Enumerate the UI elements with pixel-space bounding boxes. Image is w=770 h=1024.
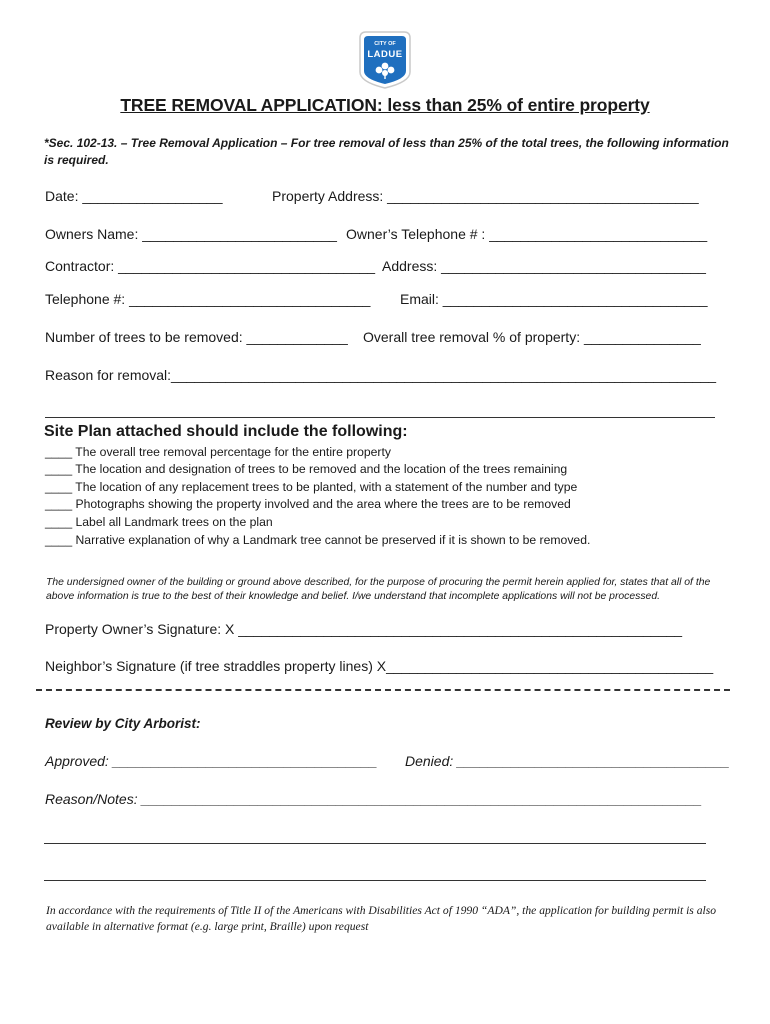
site-plan-item[interactable]: ____ The overall tree removal percentage for the entire property [45, 445, 391, 459]
site-plan-item[interactable]: ____ The location of any replacement trees to be planted, with a statement of the number and type [45, 480, 578, 494]
email-field[interactable]: Email: __________________________________ [400, 291, 708, 307]
reason-notes-field[interactable]: Reason/Notes: ________________________________________________________________________ [45, 791, 703, 807]
site-plan-heading: Site Plan attached should include the following: [44, 423, 408, 440]
page-title: TREE REMOVAL APPLICATION: less than 25% of entire property [120, 95, 650, 115]
notes-line-2[interactable] [44, 880, 706, 881]
review-heading: Review by City Arborist: [45, 716, 201, 731]
date-field[interactable]: Date: __________________ [45, 188, 223, 204]
reason-continuation-line[interactable] [45, 417, 715, 418]
address-field[interactable]: Address: __________________________________ [382, 258, 706, 274]
site-plan-item[interactable]: ____ Photographs showing the property involved and the area where the trees are to be removed [45, 497, 571, 511]
approved-field[interactable]: Approved: __________________________________ [45, 753, 378, 769]
section-note: *Sec. 102-13. – Tree Removal Application – For tree removal of less than 25% of the total trees, the following information is required. [44, 136, 729, 167]
logo-line-1: CITY OF [374, 41, 396, 47]
denied-field[interactable]: Denied: ___________________________________ [405, 753, 730, 769]
neighbor-signature-field[interactable]: Neighbor’s Signature (if tree straddles property lines) X__________________________________________ [45, 658, 714, 674]
ada-notice: In accordance with the requirements of Title II of the Americans with Disabilities Act of 1990 “ADA”, the application for building permit is also available in alternative format (e.g. large print, Braille) upon request [46, 904, 717, 933]
overall-removal-field[interactable]: Overall tree removal % of property: _______________ [363, 329, 701, 345]
site-plan-item[interactable]: ____ The location and designation of trees to be removed and the location of the trees remaining [45, 462, 568, 476]
reason-for-removal-field[interactable]: Reason for removal:______________________________________________________________________ [45, 367, 717, 383]
logo-line-2: LADUE [367, 49, 403, 60]
owners-name-field[interactable]: Owners Name: _________________________ [45, 226, 337, 242]
notes-line-1[interactable] [44, 843, 706, 844]
owners-telephone-field[interactable]: Owner’s Telephone # : ____________________________ [346, 226, 708, 242]
site-plan-item[interactable]: ____ Label all Landmark trees on the plan [45, 515, 273, 529]
city-of-ladue-seal-icon [356, 28, 414, 90]
owner-signature-field[interactable]: Property Owner’s Signature: X _________________________________________________________ [45, 621, 683, 637]
section-divider [36, 689, 730, 691]
contractor-field[interactable]: Contractor: _________________________________ [45, 258, 376, 274]
property-address-field[interactable]: Property Address: ________________________________________ [272, 188, 699, 204]
declaration-text: The undersigned owner of the building or ground above described, for the purpose of procuring the permit herein applied for, states that all of the above information is true to the best of their knowledge and belief. I/we understand that incomplete applications will not be processed. [46, 577, 711, 602]
telephone-field[interactable]: Telephone #: _______________________________ [45, 291, 371, 307]
site-plan-item[interactable]: ____ Narrative explanation of why a Landmark tree cannot be preserved if it is shown to be removed. [45, 533, 591, 547]
number-of-trees-field[interactable]: Number of trees to be removed: _____________ [45, 329, 348, 345]
